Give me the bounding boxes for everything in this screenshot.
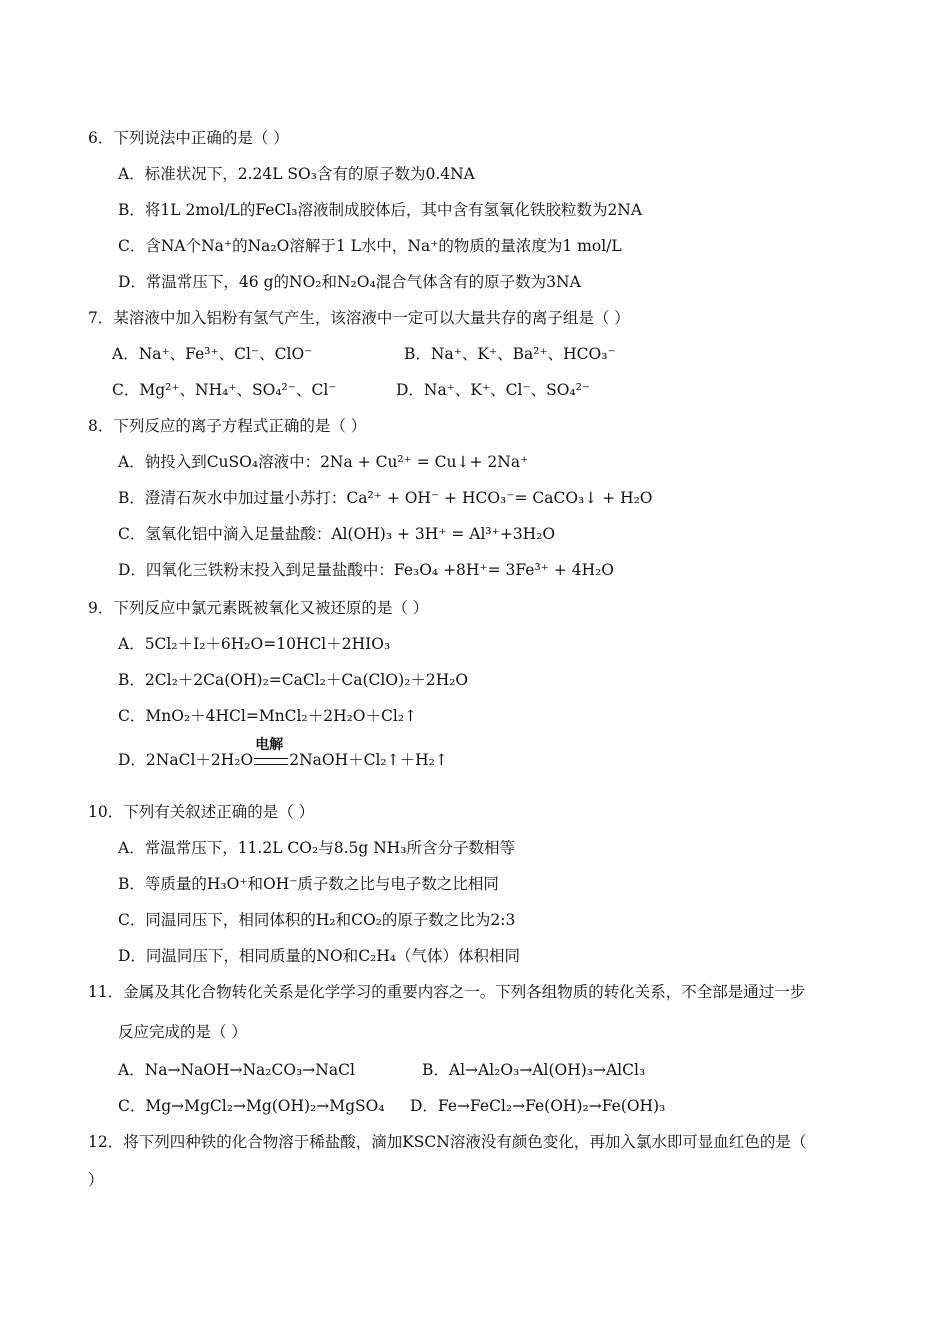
question-11-stem-continued: 反应完成的是（ ） [118,1023,247,1041]
question-9-option-a: A．5Cl₂＋I₂＋6H₂O=10HCl＋2HIO₃ [118,635,391,653]
question-11-option-c: C．Mg→MgCl₂→Mg(OH)₂→MgSO₄ [118,1097,385,1115]
question-9-option-b: B．2Cl₂＋2Ca(OH)₂=CaCl₂＋Ca(ClO)₂＋2H₂O [118,671,469,689]
question-8-stem: 8．下列反应的离子方程式正确的是（ ） [88,417,367,435]
question-8-option-b: B．澄清石灰水中加过量小苏打：Ca²⁺ + OH⁻ + HCO₃⁻= CaCO₃↓ + H₂O [118,489,653,507]
question-11-option-d: D．Fe→FeCl₂→Fe(OH)₂→Fe(OH)₃ [410,1097,666,1115]
question-9-option-d-prefix: D．2NaCl＋2H₂O [118,751,254,769]
question-9-option-c: C．MnO₂＋4HCl=MnCl₂＋2H₂O＋Cl₂↑ [118,707,418,725]
question-10-option-b: B．等质量的H₃O⁺和OH⁻质子数之比与电子数之比相同 [118,875,499,893]
question-10-stem: 10．下列有关叙述正确的是（ ） [88,803,315,821]
question-6-option-b: B．将1L 2mol/L的FeCl₃溶液制成胶体后，其中含有氢氧化铁胶粒数为2NA [118,201,643,219]
question-10-option-d: D．同温同压下，相同质量的NO和C₂H₄（气体）体积相同 [118,947,521,965]
electrolysis-label: 电解 [255,737,284,753]
question-7-option-a: A．Na⁺、Fe³⁺、Cl⁻、ClO⁻ [112,345,313,363]
question-11-option-b: B．Al→Al₂O₃→Al(OH)₃→AlCl₃ [422,1061,646,1079]
question-7-stem: 7．某溶液中加入铝粉有氢气产生，该溶液中一定可以大量共存的离子组是（ ） [88,309,630,327]
question-7-option-c: C．Mg²⁺、NH₄⁺、SO₄²⁻、Cl⁻ [112,381,337,399]
question-12-stem-continued: ） [88,1171,104,1189]
double-equals-sign [254,758,288,765]
question-11-stem: 11．金属及其化合物转化关系是化学学习的重要内容之一。下列各组物质的转化关系，不全部是通过一步 [88,983,806,1001]
question-8-option-d: D．四氧化三铁粉末投入到足量盐酸中：Fe₃O₄ +8H⁺= 3Fe³⁺ + 4H₂O [118,561,615,579]
question-9-stem: 9．下列反应中氯元素既被氧化又被还原的是（ ） [88,599,429,617]
electrolysis-condition [253,737,289,770]
question-6-stem: 6．下列说法中正确的是（ ） [88,129,289,147]
question-7-option-d: D．Na⁺、K⁺、Cl⁻、SO₄²⁻ [396,381,591,399]
question-8-option-a: A．钠投入到CuSO₄溶液中：2Na + Cu²⁺ = Cu↓+ 2Na⁺ [118,453,529,471]
question-9-option-d [118,737,448,770]
question-10-option-a: A．常温常压下，11.2L CO₂与8.5g NH₃所含分子数相等 [118,839,515,857]
question-11-option-a: A．Na→NaOH→Na₂CO₃→NaCl [118,1061,355,1079]
question-6-option-d: D．常温常压下，46 g的NO₂和N₂O₄混合气体含有的原子数为3NA [118,273,581,291]
question-9-option-d-suffix: 2NaOH＋Cl₂↑＋H₂↑ [289,751,448,769]
question-7-option-b: B．Na⁺、K⁺、Ba²⁺、HCO₃⁻ [404,345,616,363]
question-10-option-c: C．同温同压下，相同体积的H₂和CO₂的原子数之比为2:3 [118,911,516,929]
question-6-option-a: A．标准状况下，2.24L SO₃含有的原子数为0.4NA [118,165,475,183]
question-6-option-c: C．含NA个Na⁺的Na₂O溶解于1 L水中，Na⁺的物质的量浓度为1 mol/L [118,237,622,255]
question-12-stem: 12．将下列四种铁的化合物溶于稀盐酸，滴加KSCN溶液没有颜色变化，再加入氯水即可显血红色的是（ [88,1133,807,1151]
question-8-option-c: C．氢氧化铝中滴入足量盐酸：Al(OH)₃ + 3H⁺ = Al³⁺+3H₂O [118,525,556,543]
